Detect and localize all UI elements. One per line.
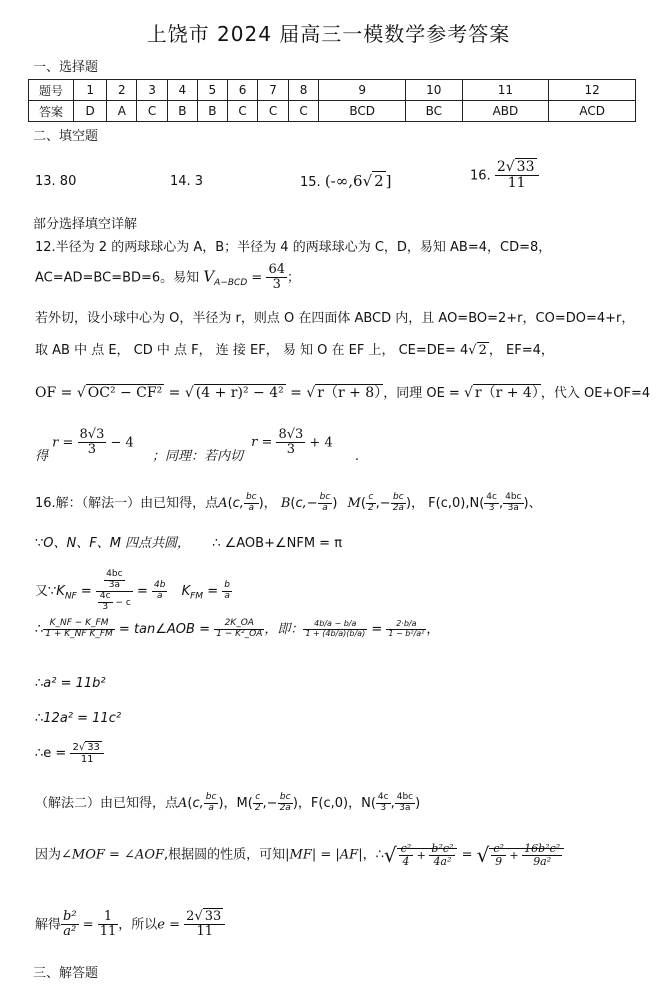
answer-cell: C (227, 101, 258, 122)
p16-e-num-coef: 2 (72, 742, 79, 753)
p16-l10-num: b² (63, 909, 77, 924)
p16-l9-eq: = (457, 847, 477, 863)
p12-volume-symbol: V (203, 267, 215, 286)
table-row-answers (29, 101, 636, 122)
question-number-cell: 4 (167, 80, 197, 101)
p16-k1: K (56, 583, 65, 599)
q15-pre: (-∞,6 (324, 172, 363, 190)
p16-line4-b: = tan∠AOB = (114, 622, 215, 637)
p16-knf-top-frac (104, 570, 124, 591)
section-choice-heading: 一、选择题 (33, 60, 99, 75)
p12-line5-rad1: OC² − CF² (87, 385, 163, 401)
p12-line2-post: ； (286, 270, 300, 286)
p16-m-num2: bc (391, 493, 406, 504)
p16-line4-eq: = (367, 622, 387, 637)
p12-line5-a: OF = (35, 385, 77, 401)
p16-knf-fraction (96, 570, 133, 613)
p12-line-5: OF = √ OC² − CF² = √ (4 + r)² − 4² = √ r（r + 8） ，同理 OE = √ r（r + 4） ，代入 OE+OF=4 (35, 385, 651, 401)
p16-l10-n2: 1 (98, 910, 119, 925)
q15-post: ] (385, 172, 392, 190)
p16-l9-f4 (522, 843, 562, 868)
q16-label: 16. (470, 168, 491, 184)
p16-point-a: A (218, 496, 228, 511)
p12-line5-b: = (164, 385, 185, 401)
p16-tan-num4: 2·b/a (386, 620, 426, 630)
p16-n-den2: 3a (507, 503, 519, 513)
p16-line2-a: ∵O、N、F、M 四点共圆， (35, 536, 191, 551)
p16-line4-end: ， (426, 622, 440, 637)
p12-line6-end: . (354, 449, 360, 465)
p12-line-6 (35, 428, 359, 464)
p16-knf-bot-frac (98, 592, 113, 613)
q15-rad: 2 (374, 172, 384, 190)
p12-r-num2: 8√3 (278, 427, 304, 442)
fill-answer-15 (300, 172, 392, 190)
p16-line-8: （解法二）由已知得，点A(c, $\frac{bc}{a}$ )，M( $\frac{c}{2}$ ,− $\frac{bc}{2a}$ )，F(c,0)，N( $\frac{4c}{3}$ , $\frac{4bc}{3a}$ ) (35, 792, 421, 813)
p16-a-num: bc (245, 492, 257, 503)
answer-cell: BC (405, 101, 462, 122)
p16-n-den1: 3 (488, 503, 495, 513)
question-number-cell: 12 (549, 80, 636, 101)
p12-line4-post: ， EF=4， (488, 343, 554, 358)
p16-l10-den: a² (63, 924, 77, 940)
p16-a-frac (244, 493, 259, 514)
p12-vol-num: 64 (268, 262, 285, 277)
p16-l8-n-num1: 4c (377, 792, 389, 803)
p16-line3-eq: = (76, 583, 96, 599)
p16-knf-bottom (96, 592, 133, 613)
q16-numerator: 2√ 33 (495, 160, 539, 176)
p12-line5-c: = (285, 385, 307, 401)
p12-volume-subscript: A−BCD (214, 277, 248, 288)
p12-volume-fraction (266, 263, 287, 293)
p16-line9-rad2 (489, 842, 564, 869)
p12-line5-d: ，同理 OE = (383, 386, 464, 401)
p16-l8-m-num1: c (253, 793, 263, 804)
p16-e-fraction (70, 742, 103, 765)
p12-r-den1: 3 (87, 442, 97, 458)
p16-l9-f1 (399, 843, 414, 868)
p16-tan-num2: 2K_OA (214, 619, 264, 630)
p16-m-num1: c (366, 493, 376, 504)
p16-line-7 (35, 742, 104, 765)
p16-point-n: ,N (465, 496, 480, 511)
page-title: 上饶市 2024 届高三一模数学参考答案 (146, 22, 511, 46)
p12-line6-mid: ；同理：若内切 (151, 449, 243, 465)
p16-l10-d3: 11 (196, 924, 213, 940)
p16-line10-a: 解得 (35, 917, 62, 933)
p16-knf-res-num: 4b (153, 579, 166, 590)
p16-line7-a: ∴e = (35, 746, 71, 761)
p12-eq: = (247, 270, 267, 286)
p16-tan-num1: K_NF − K_FM (43, 619, 115, 630)
p16-line2-b: ∴ ∠AOB+∠NFM = π (212, 536, 343, 551)
p16-line9-c: ，∴ (362, 847, 384, 863)
p16-m-den2: 2a (392, 503, 404, 513)
p16-n-frac1 (484, 493, 499, 514)
p16-l9-d2: 4a² (433, 855, 452, 869)
p16-line-2 (35, 532, 342, 551)
q16-num-rad: 33 (516, 159, 535, 175)
p16-line1-end: 、 (528, 496, 542, 511)
answer-cell: B (167, 101, 197, 122)
q16-fraction (495, 160, 539, 192)
p16-b-num: bc (319, 492, 331, 503)
p16-knf-result (152, 581, 167, 602)
p16-l10-f2 (98, 910, 119, 940)
p16-l10-d2: 11 (99, 924, 117, 940)
p16-knf-res-den: a (156, 590, 163, 601)
p16-tan-num3: 4b/a − b/a (303, 620, 367, 630)
p16-l8-n-den2: 3a (399, 803, 411, 813)
p16-line-9: 因为∠MOF = ∠AOF,根据圆的性质，可知|MF| = |AF|，∴√ $\frac{\text{c²}}{4}$ + $\frac{\text{b²c²}}{\text{4a²}}$ = √ $\frac{\text{c²}}{9}$ + $\frac{\text{16b²c²}}{\text{9a²}}$ (35, 843, 564, 868)
p12-line-1: 12.半径为 2 的两球球心为 A，B；半径为 4 的两球球心为 C，D，易知 AB=4，CD=8， (35, 240, 552, 255)
p16-line3-eq2: = (132, 583, 152, 599)
p16-knf-top (96, 570, 133, 592)
p16-knf-top-num: 4bc (106, 569, 123, 579)
p16-l10-n3-rad: 33 (204, 909, 222, 924)
p16-line9-abs: |MF| = |AF| (285, 847, 363, 863)
p16-l9-n1: c² (400, 842, 412, 855)
p16-l8-m-den1: 2 (254, 803, 261, 813)
p16-k2-sub: FM (190, 591, 204, 602)
p16-line9-rad1 (397, 842, 458, 869)
p16-line4-c: ，即： (264, 622, 304, 637)
p12-line6-r2: r = (251, 435, 277, 451)
question-number-cell: 5 (197, 80, 227, 101)
p16-l10-n3-coef: 2 (186, 909, 195, 924)
fill-answer-14: 14. 3 (170, 174, 204, 189)
fill-answer-13: 13. 80 (35, 174, 77, 189)
p16-m-frac1 (366, 493, 376, 514)
p16-line-1: 16.解：（解法一）由已知得，点A(c, $\frac{bc}{a}$ )， B(c,− $\frac{bc}{a}$ ) M( $\frac{c}{2}$ ,− $\frac{bc}{2a}$ )， F(c,0),N( $\frac{4c}{3}$ , $\frac{4bc}{3a}$ )、 (35, 492, 542, 513)
p16-l9-n3: c² (493, 842, 504, 855)
p16-l9-d3: 9 (495, 855, 503, 869)
p16-l10-f1 (61, 910, 79, 940)
table-answer-label: 答案 (29, 101, 74, 122)
p12-vol-den: 3 (272, 277, 281, 293)
p12-line5-e: ，代入 OE+OF=4 (540, 386, 651, 401)
q16-denominator: 11 (507, 175, 526, 192)
q15-label: 15. (300, 175, 321, 190)
p16-l8-point-a: A (178, 796, 188, 811)
p16-l8-n-frac2 (395, 793, 415, 814)
answer-cell: ABD (462, 101, 549, 122)
p16-a-c: c, (232, 496, 244, 511)
p16-line3-eq3: = (203, 583, 223, 599)
answer-cell: D (74, 101, 107, 122)
p12-line6-p: + 4 (305, 435, 333, 451)
fill-answer-16 (470, 160, 539, 192)
table-row-numbers (29, 80, 636, 101)
p16-line-6: ∴12a² = 11c² (35, 711, 122, 726)
p16-tan-den3: 1 + (4b/a)(b/a) (305, 629, 366, 638)
p16-line1-pre: 16.解：（解法一）由已知得，点 (35, 496, 219, 511)
p16-line9-a: 因为 (35, 847, 62, 863)
p12-line5-rad2: (4 + r)² − 4² (195, 385, 284, 401)
p16-n-num1: 4c (486, 492, 497, 503)
p16-kfm-den: a (224, 590, 230, 601)
answer-cell: C (288, 101, 319, 122)
p16-tan-frac2 (214, 619, 264, 640)
p16-kfm-result (222, 581, 232, 602)
p16-l8-point-m: ，M (223, 796, 248, 811)
p12-r-fraction-2 (276, 428, 305, 458)
p16-b-frac (318, 493, 333, 514)
p16-l10-eq: = (78, 917, 98, 933)
answer-cell: C (137, 101, 168, 122)
p12-line-4: 取 AB 中 点 E， CD 中 点 F， 连 接 EF， 易 知 O 在 EF 上， CE=DE= 4√ 2 ， EF=4， (35, 343, 554, 358)
question-number-cell: 3 (137, 80, 168, 101)
p16-tan-den4: 1 − b²/a² (388, 629, 425, 638)
p16-kfm-num: b (224, 579, 230, 590)
p16-line9-b: ,根据圆的性质，可知 (164, 847, 286, 863)
p16-l9-d1: 4 (402, 855, 410, 869)
p12-r-den2: 3 (286, 442, 296, 458)
p16-l9-n4: 16b²c² (524, 842, 561, 855)
p16-l10-f3 (184, 910, 225, 940)
question-number-cell: 6 (227, 80, 258, 101)
detail-heading: 部分选择填空详解 (33, 217, 138, 232)
answer-table (28, 79, 636, 122)
p16-l9-f3 (491, 843, 506, 868)
p12-r-fraction-1 (78, 428, 107, 458)
p16-l9-f2 (429, 843, 455, 868)
p16-l8-n-den1: 3 (380, 803, 387, 813)
p16-l8-m-frac2 (278, 793, 293, 814)
p16-m-frac2 (391, 493, 406, 514)
p16-knf-bot-den: 3 (102, 601, 109, 612)
p16-k2: K (181, 583, 191, 599)
question-number-cell: 8 (288, 80, 319, 101)
question-number-cell: 2 (107, 80, 137, 101)
p16-m-den1: 2 (367, 503, 374, 513)
p12-line6-m: − 4 (106, 435, 134, 451)
p16-l9-n2: b²c² (431, 842, 454, 855)
p16-tan-den1: 1 + K_NF K_FM (45, 629, 113, 639)
p16-knf-bot-num: 4c (99, 590, 111, 601)
p16-l10-n3: 2√ 33 (184, 910, 225, 925)
p16-l8-n-frac1 (376, 793, 391, 814)
question-number-cell: 9 (319, 80, 406, 101)
p16-b-den: a (322, 503, 328, 513)
section-solution-heading: 三、解答题 (33, 966, 99, 981)
p16-l8-m-num2: bc (278, 793, 293, 804)
p12-line4-rad: 2 (478, 343, 487, 358)
p16-l9-d4: 9a² (533, 855, 552, 869)
p16-tan-frac3 (303, 620, 367, 639)
p16-l8-point-f: ，F(c,0)，N (297, 796, 371, 811)
answer-cell: A (107, 101, 137, 122)
p12-line5-rad3: r（r + 8） (317, 385, 382, 401)
p16-point-m: M (347, 496, 361, 511)
p12-line-2 (35, 263, 300, 293)
p16-line4-a: ∴ (35, 622, 44, 637)
p12-line5-rad4: r（r + 4） (474, 385, 539, 401)
p16-tan-frac1 (43, 619, 115, 640)
answer-cell: BCD (319, 101, 406, 122)
q15-expression: (-∞,6√ 2 ] (324, 172, 392, 190)
p16-l8-m-mid: ,− (262, 796, 278, 811)
p12-line2-pre: AC=AD=BC=BD=6。易知 (35, 270, 200, 286)
section-fill-heading: 二、填空题 (33, 129, 99, 144)
p16-n-num2: 4bc (505, 492, 522, 503)
p16-e-num: 2√ 33 (70, 742, 103, 754)
p16-a-den: a (248, 503, 255, 513)
p16-tan-frac4 (386, 620, 426, 639)
p12-line4-pre: 取 AB 中 点 E， CD 中 点 F， 连 接 EF， 易 知 O 在 EF 上， CE=DE= 4 (35, 343, 469, 358)
question-number-cell: 7 (258, 80, 289, 101)
p12-line-3: 若外切，设小球中心为 O，半径为 r，则点 O 在四面体 ABCD 内，且 AO=BO=2+r，CO=DO=4+r， (35, 311, 635, 326)
p16-e-den: 11 (80, 754, 94, 765)
p16-l8-m-frac1 (253, 793, 263, 814)
p16-l8-a-frac (204, 793, 219, 814)
p16-l8-m-den2: 2a (279, 803, 291, 813)
p16-point-f: F(c,0) (428, 496, 466, 511)
p16-e-num-rad: 33 (87, 742, 100, 753)
p16-k1-sub: NF (64, 591, 77, 602)
p16-l8-a-den: a (208, 803, 214, 813)
p16-knf-top-den: 3a (108, 579, 120, 590)
p16-knf-bot-post: − c (112, 597, 131, 608)
p16-l10-e: e = (157, 917, 185, 933)
p16-l9-plus1: + (413, 848, 430, 862)
p16-line-3 (35, 570, 232, 613)
p16-tan-den2: 1 − K²_OA (216, 629, 263, 639)
p16-m-mid: ,− (375, 496, 391, 511)
p16-l8-a-num: bc (205, 792, 217, 803)
p16-line-4 (35, 618, 439, 640)
p16-line8-pre: （解法二）由已知得，点 (35, 796, 179, 811)
q16-num-coef: 2 (496, 159, 506, 175)
answer-cell: ACD (549, 101, 636, 122)
question-number-cell: 10 (405, 80, 462, 101)
p12-line6-de: 得 (35, 449, 49, 465)
p16-line9-angle: ∠MOF = ∠AOF (61, 847, 165, 863)
p12-r-num1: 8√3 (79, 427, 105, 442)
p16-b-c: c,− (295, 496, 318, 511)
p16-line-5: ∴a² = 11b² (35, 676, 106, 691)
p16-line10-b: ，所以 (118, 917, 158, 933)
p16-l9-plus2: + (505, 848, 523, 862)
question-number-cell: 1 (74, 80, 107, 101)
p12-line6-r: r = (52, 435, 78, 451)
p16-l8-a-c: c, (192, 796, 204, 811)
p16-line-10 (35, 910, 225, 940)
p16-line3-a: 又∵ (35, 583, 57, 599)
question-number-cell: 11 (462, 80, 549, 101)
p16-l8-n-num2: 4bc (396, 792, 414, 803)
table-header-label: 题号 (29, 80, 74, 101)
answer-cell: B (197, 101, 227, 122)
p16-point-b: B (280, 496, 291, 511)
p16-n-frac2 (503, 493, 523, 514)
answer-cell: C (258, 101, 289, 122)
